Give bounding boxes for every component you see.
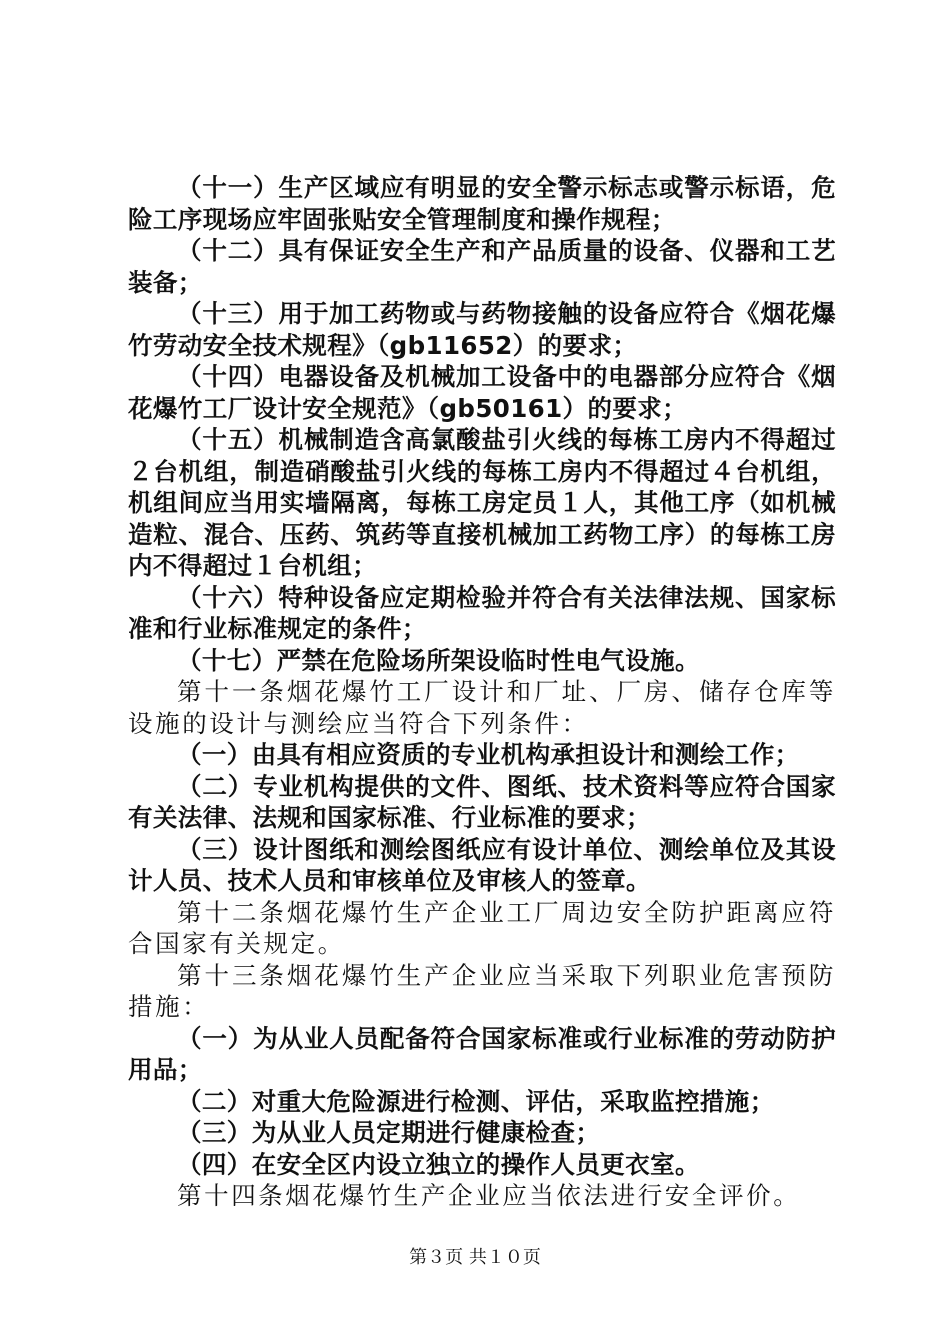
paragraph-item-a13-2: （二）对重大危险源进行检测、评估，采取监控措施； <box>177 1086 775 1116</box>
paragraph-item-16: （十六）特种设备应定期检验并符合有关法律法规、国家标准和行业标准规定的条件； <box>128 582 836 643</box>
page-number-footer: 第３页 共１０页 <box>409 1247 541 1268</box>
article-13: 第十三条烟花爆竹生产企业应当采取下列职业危害预防措施： <box>128 960 836 1021</box>
paragraph-item-a13-3: （三）为从业人员定期进行健康检查； <box>177 1118 601 1147</box>
article-11: 第十一条烟花爆竹工厂设计和厂址、厂房、储存仓库等设施的设计与测绘应当符合下列条件： <box>128 677 836 738</box>
paragraph-item-12: （十二）具有保证安全生产和产品质量的设备、仪器和工艺装备； <box>128 236 836 297</box>
article-14: 第十四条烟花爆竹生产企业应当依法进行安全评价。 <box>177 1181 801 1210</box>
paragraph-item-13: （十三）用于加工药物或与药物接触的设备应符合《烟花爆竹劳动安全技术规程》（gb11652）的要求； <box>128 299 836 360</box>
paragraph-item-11: （十一）生产区域应有明显的安全警示标志或警示标语，危险工序现场应牢固张贴安全管理制度和操作规程； <box>128 173 836 234</box>
document-body <box>128 172 836 1212</box>
paragraph-item-a11-1: （一）由具有相应资质的专业机构承担设计和测绘工作； <box>177 740 800 769</box>
article-12: 第十二条烟花爆竹生产企业工厂周边安全防护距离应符合国家有关规定。 <box>128 897 836 958</box>
paragraph-item-a13-1: （一）为从业人员配备符合国家标准或行业标准的劳动防护用品； <box>128 1023 836 1084</box>
paragraph-item-14: （十四）电器设备及机械加工设备中的电器部分应符合《烟花爆竹工厂设计安全规范》（gb50161）的要求； <box>128 362 836 423</box>
paragraph-item-17: （十七）严禁在危险场所架设临时性电气设施。 <box>177 645 700 675</box>
paragraph-item-a11-3: （三）设计图纸和测绘图纸应有设计单位、测绘单位及其设计人员、技术人员和审核单位及审核人的签章。 <box>128 834 836 895</box>
paragraph-item-15: （十五）机械制造含高氯酸盐引火线的每栋工房内不得超过２台机组，制造硝酸盐引火线的每栋工房内不得超过４台机组，机组间应当用实墙隔离，每栋工房定员１人，其他工序（如机械造粒、混合、压药、筑药等直接机械加工药物工序）的每栋工房内不得超过１台机组； <box>128 425 836 580</box>
paragraph-item-a13-4: （四）在安全区内设立独立的操作人员更衣室。 <box>177 1149 700 1179</box>
paragraph-item-a11-2: （二）专业机构提供的文件、图纸、技术资料等应符合国家有关法律、法规和国家标准、行业标准的要求； <box>128 771 836 832</box>
